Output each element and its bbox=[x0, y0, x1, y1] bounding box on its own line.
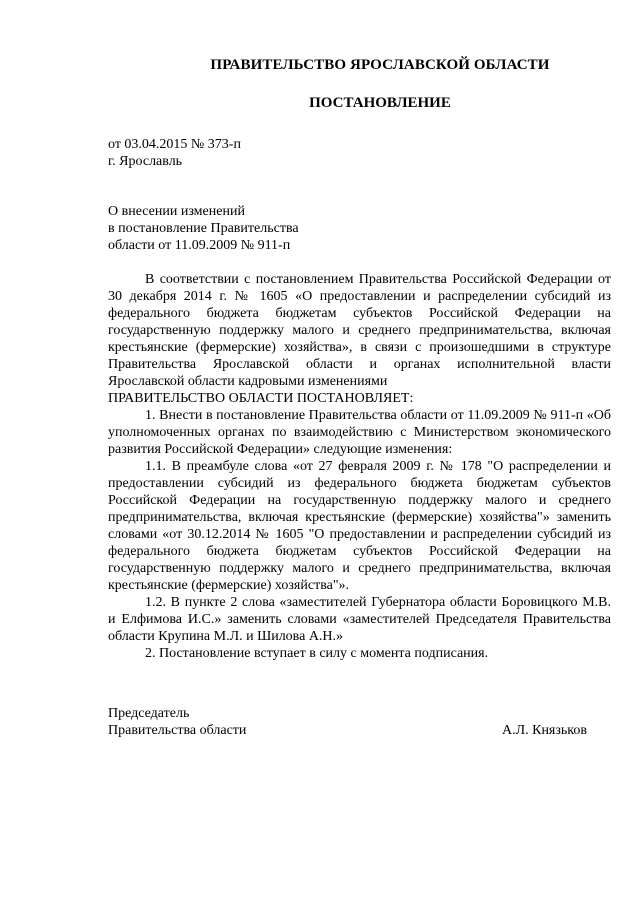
signatory-position: Правительства области bbox=[108, 723, 247, 738]
item-2-paragraph: 2. Постановление вступает в силу с момента подписания. bbox=[145, 646, 489, 661]
subject-line: О внесении изменений bbox=[108, 204, 245, 219]
document-meta bbox=[108, 136, 241, 170]
document-body bbox=[108, 271, 611, 662]
subject-line: в постановление Правительства bbox=[108, 221, 299, 236]
date-and-number: от 03.04.2015 № 373-п bbox=[108, 137, 241, 152]
document-type: ПОСТАНОВЛЕНИЕ bbox=[309, 95, 451, 111]
signature-block bbox=[108, 705, 611, 739]
document-subject bbox=[108, 203, 299, 254]
signatory-name: А.Л. Князьков bbox=[502, 723, 587, 738]
item-1-2-paragraph: 1.2. В пункте 2 слова «заместителей Губернатора области Боровицкого М.В. и Елфимова И.С.» заменить словами «заместителей Председателя Правительства области Крупина М.Л. и Шилова А.Н.» bbox=[108, 595, 611, 644]
subject-line: области от 11.09.2009 № 911-п bbox=[108, 238, 291, 253]
signatory-position: Председатель bbox=[108, 706, 190, 721]
resolves-heading: ПРАВИТЕЛЬСТВО ОБЛАСТИ ПОСТАНОВЛЯЕТ: bbox=[108, 391, 414, 406]
issuing-authority: ПРАВИТЕЛЬСТВО ЯРОСЛАВСКОЙ ОБЛАСТИ bbox=[210, 57, 550, 73]
city: г. Ярославль bbox=[108, 154, 183, 169]
preamble-paragraph: В соответствии с постановлением Правительства Российской Федерации от 30 декабря 2014 г. № 1605 «О предоставлении и распределении субсидий из федерального бюджета бюджетам субъектов Российской Федерации на государственную поддержку малого и среднего предпринимательства, включая крестьянские (фермерские) хозяйства», в связи с произошедшими в структуре Правительства Ярославской области и органах исполнительной власти Ярославской области кадровыми изменениями bbox=[108, 272, 611, 389]
item-1-1-paragraph: 1.1. В преамбуле слова «от 27 февраля 2009 г. № 178 "О распределении и предоставлении субсидий из федерального бюджета бюджетам субъектов Российской Федерации на государственную поддержку малого и среднего предпринимательства, включая крестьянские (фермерские) хозяйства"» заменить словами «от 30.12.2014 № 1605 "О предоставлении и распределении субсидий из федерального бюджета бюджетам субъектов Российской Федерации на государственную поддержку малого и среднего предпринимательства, включая крестьянские (фермерские) хозяйства"». bbox=[108, 459, 611, 593]
item-1-paragraph: 1. Внести в постановление Правительства области от 11.09.2009 № 911-п «Об уполномоченных органах по взаимодействию с Министерством экономического развития Российской Федерации» следующие изменения: bbox=[108, 408, 611, 457]
